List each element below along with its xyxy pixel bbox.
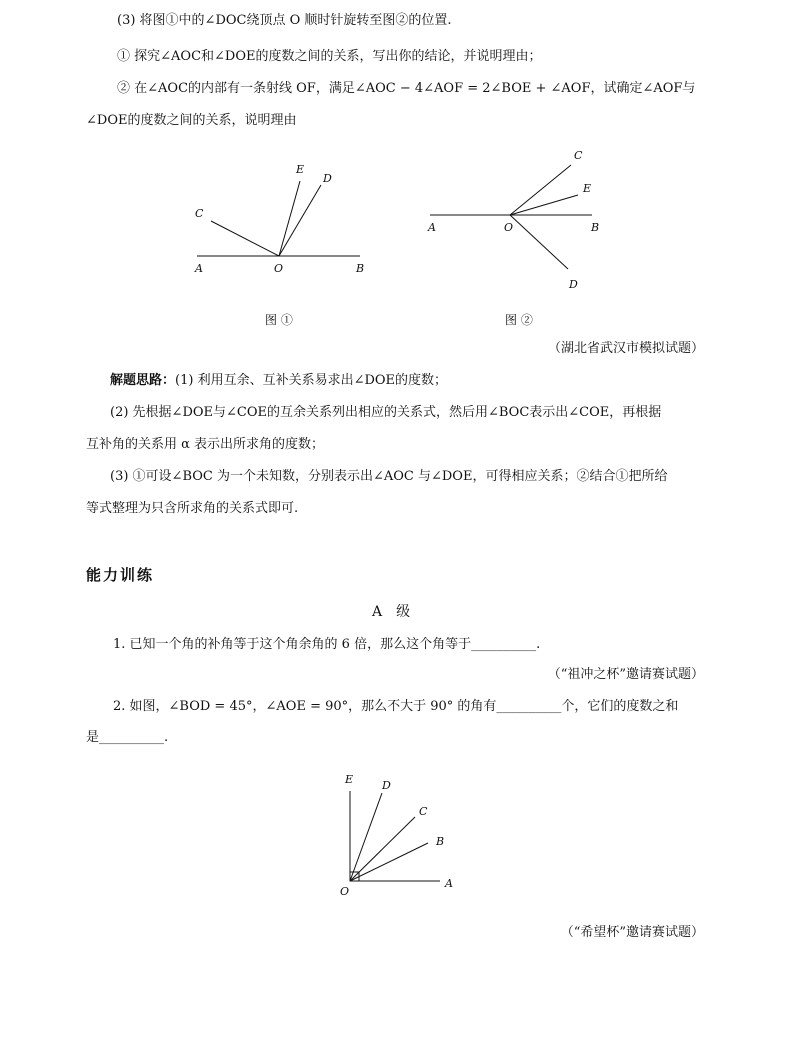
- fig1-ray-od: [279, 185, 321, 256]
- fig1-label-c: C: [195, 207, 204, 220]
- problem-part3-sub2-line1: ② 在∠AOC的内部有一条射线 OF，满足∠AOC − 4∠AOF = 2∠BOE + ∠AOF，试确定∠AOF与: [117, 81, 696, 96]
- fig1-label-a: A: [195, 262, 203, 275]
- fig3-ray-oc: [350, 817, 415, 881]
- figure-2: [420, 145, 620, 335]
- section-level: A 级: [372, 604, 411, 620]
- fig3-label-d: D: [382, 779, 391, 792]
- exercise-2-line2: 是__________.: [86, 730, 169, 745]
- fig2-ray-od: [510, 215, 568, 269]
- fig3-label-b: B: [436, 835, 445, 848]
- problem-source: （湖北省武汉市模拟试题）: [547, 341, 704, 356]
- fig2-label-d: D: [569, 278, 578, 291]
- fig2-label-e: E: [583, 182, 592, 195]
- solution-title: 解题思路：: [110, 373, 176, 388]
- fig3-label-a: A: [445, 877, 453, 890]
- solution-step3-line1: (3) ①可设∠BOC 为一个未知数，分别表示出∠AOC 与∠DOE，可得相应关系；②结合①把所给: [110, 469, 668, 484]
- fig2-label-c: C: [574, 149, 583, 162]
- problem-part3-sub1: ① 探究∠AOC和∠DOE的度数之间的关系，写出你的结论，并说明理由；: [117, 49, 542, 64]
- fig2-label-a: A: [428, 221, 436, 234]
- solution-step2-line2: 互补角的关系用 α 表示出所求角的度数；: [86, 437, 325, 452]
- fig1-label-o: O: [274, 262, 284, 275]
- fig1-ray-oc: [211, 221, 279, 256]
- fig1-ray-oe: [279, 181, 300, 256]
- exercise-1: 1. 已知一个角的补角等于这个角余角的 6 倍，那么这个角等于__________.: [113, 637, 541, 652]
- solution-step3-line2: 等式整理为只含所求角的关系式即可.: [86, 501, 299, 516]
- solution-step2-line1: (2) 先根据∠DOE与∠COE的互余关系列出相应的关系式，然后用∠BOC表示出∠COE，再根据: [110, 405, 662, 420]
- fig2-caption: 图 ②: [505, 313, 533, 327]
- problem-part3-sub2-line2: ∠DOE的度数之间的关系，说明理由: [86, 113, 297, 128]
- fig2-ray-oc: [510, 165, 571, 215]
- fig3-label-o: O: [340, 885, 350, 898]
- figure-3: [330, 765, 470, 905]
- exercise-1-source: （“祖冲之杯”邀请赛试题）: [547, 667, 704, 682]
- fig3-label-c: C: [419, 805, 428, 818]
- problem-part3: (3) 将图①中的∠DOC绕顶点 O 顺时针旋转至图②的位置.: [117, 13, 452, 28]
- fig1-label-d: D: [323, 172, 332, 185]
- fig2-label-o: O: [504, 221, 514, 234]
- solution-line1: [110, 372, 447, 390]
- section-title: 能力训练: [86, 566, 155, 584]
- fig2-ray-oe: [510, 195, 578, 215]
- exercise-2-line1: 2. 如图，∠BOD = 45°，∠AOE = 90°，那么不大于 90° 的角有__________个，它们的度数之和: [113, 699, 679, 714]
- solution-step1: (1) 利用互余、互补关系易求出∠DOE的度数；: [175, 373, 448, 388]
- fig1-caption: 图 ①: [265, 313, 293, 327]
- fig1-label-e: E: [296, 163, 305, 176]
- figure-1: [185, 155, 375, 335]
- fig3-label-e: E: [345, 773, 354, 786]
- exercise-2-source: （“希望杯”邀请赛试题）: [560, 925, 704, 940]
- fig1-label-b: B: [356, 262, 365, 275]
- fig2-label-b: B: [591, 221, 600, 234]
